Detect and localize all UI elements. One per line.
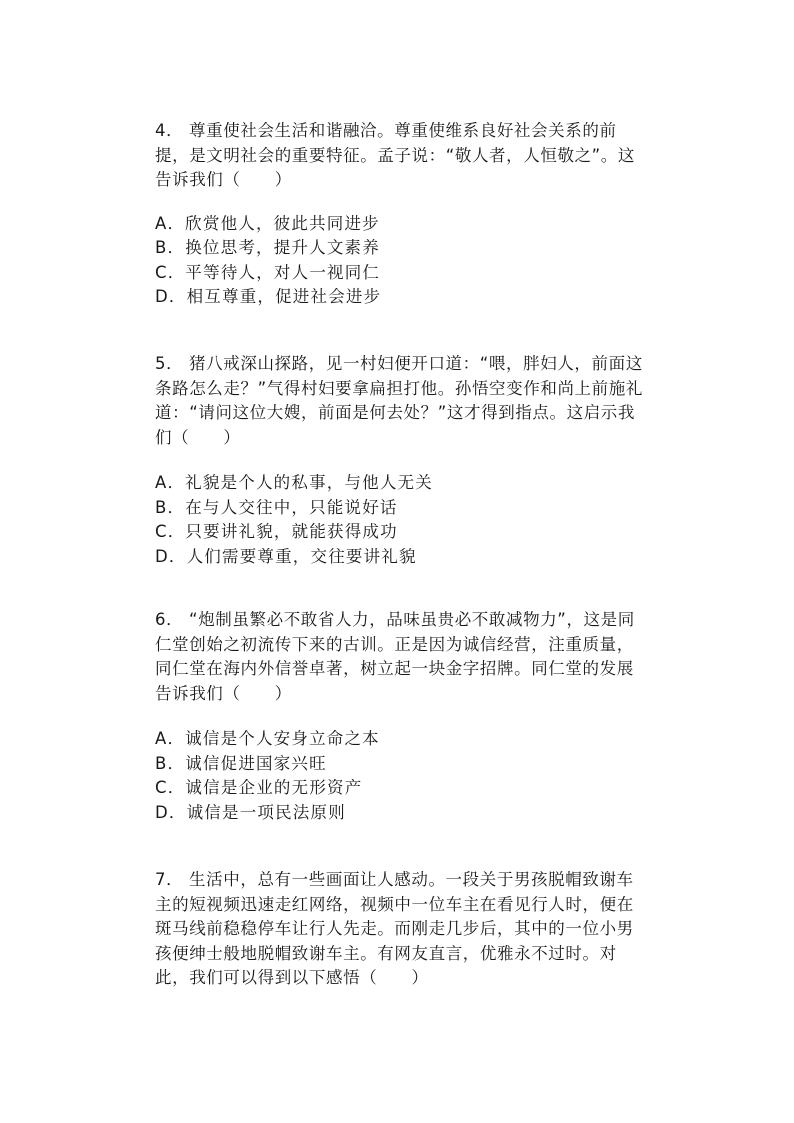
option-d: D．相互尊重，促进社会进步 [155,287,382,306]
question-5 [155,352,645,569]
option-list [155,212,645,310]
option-a: A．礼貌是个人的私事，与他人无关 [155,473,433,492]
question-stem: 6． “炮制虽繁必不敢省人力，品味虽贵必不敢减物力”，这是同仁堂创始之初流传下来的古训。正是因为诚信经营，注重质量，同仁堂在海内外信誉卓著，树立起一块金字招牌。同仁堂的发展告诉我们（ ） [155,610,635,703]
option-a: A．诚信是个人安身立命之本 [155,729,380,748]
option-a: A．欣赏他人，彼此共同进步 [155,213,380,233]
option-b: B．诚信促进国家兴旺 [155,753,327,773]
question-6 [155,608,645,825]
option-list [155,727,645,825]
option-d: D．诚信是一项民法原则 [155,802,346,822]
question-7 [155,868,645,991]
question-stem: 4． 尊重使社会生活和谐融洽。尊重使维系良好社会关系的前提，是文明社会的重要特征。孟子说：“敬人者，人恒敬之”。这告诉我们（ ） [155,121,635,189]
option-b: B．在与人交往中，只能说好话 [155,497,398,517]
option-b: B．换位思考，提升人文素养 [155,238,380,257]
option-c: C．平等待人，对人一视同仁 [155,262,381,282]
question-4 [155,119,645,310]
option-list [155,471,645,569]
option-d: D．人们需要尊重，交往要讲礼貌 [155,546,417,566]
question-stem: 7． 生活中，总有一些画面让人感动。一段关于男孩脱帽致谢车主的短视频迅速走红网络，视频中一位车主在看见行人时，便在斑马线前稳稳停车让行人先走。而刚走几步后，其中的一位小男孩便绅士般地脱帽致谢车主。有网友直言，优雅永不过时。对此，我们可以得到以下感悟（ ） [155,870,634,987]
question-stem: 5． 猪八戒深山探路，见一村妇便开口道：“喂，胖妇人，前面这条路怎么走？”气得村妇要拿扁担打他。孙悟空变作和尚上前施礼道：“请问这位大嫂，前面是何去处？”这才得到指点。这启示我们（ ） [155,354,643,447]
option-c: C．只要讲礼貌，就能获得成功 [155,522,398,541]
option-c: C．诚信是企业的无形资产 [155,778,363,797]
